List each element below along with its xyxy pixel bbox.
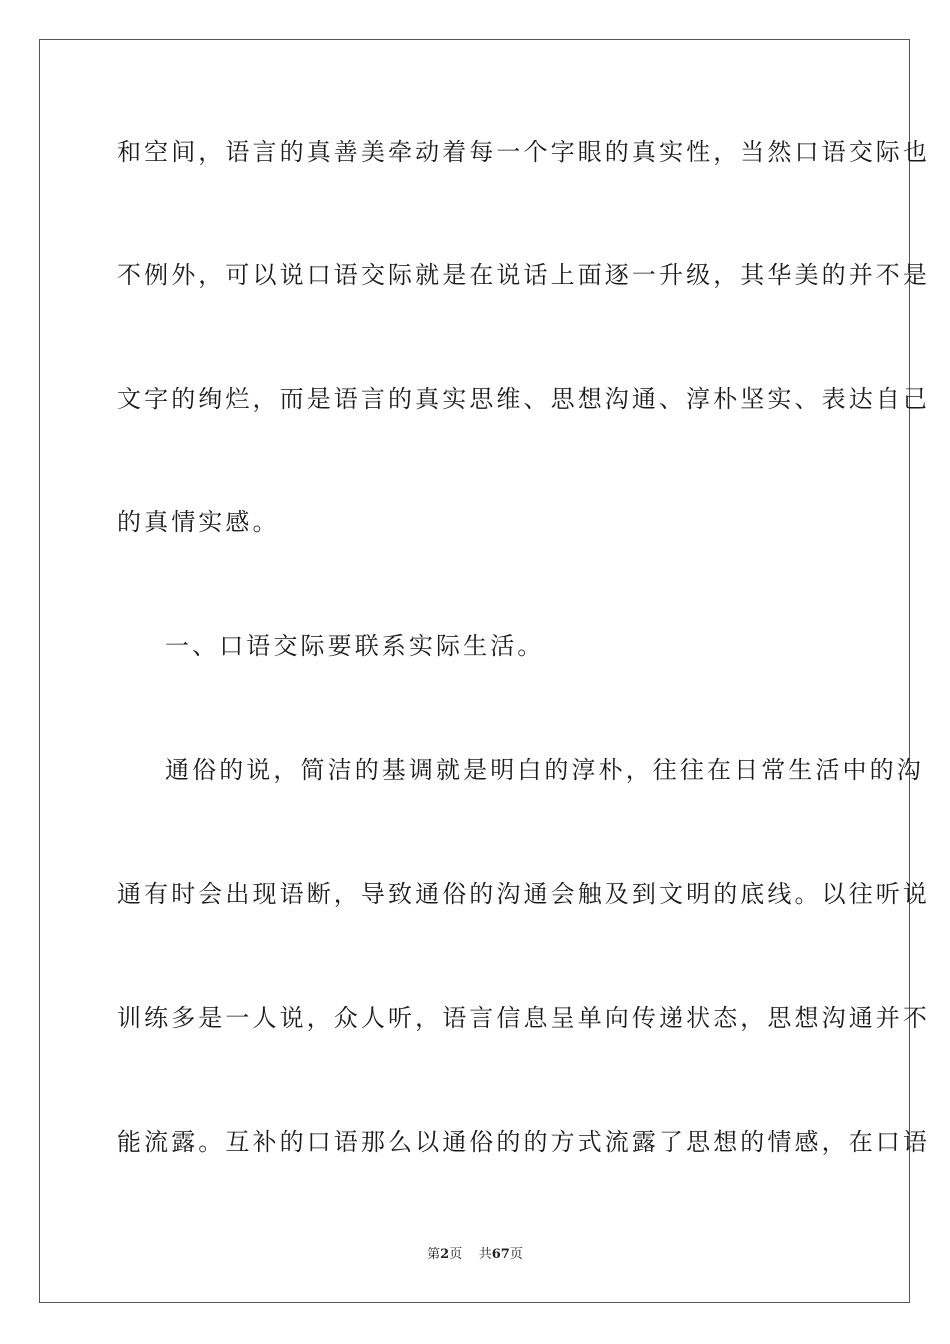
body-line-2: 不例外，可以说口语交际就是在说话上面逐一升级，其华美的并不是 <box>117 261 930 289</box>
page-border <box>39 39 910 1303</box>
body-line-3: 文字的绚烂，而是语言的真实思维、思想沟通、淳朴坚实、表达自己 <box>117 385 930 413</box>
body-line-1: 和空间，语言的真善美牵动着每一个字眼的真实性，当然口语交际也 <box>117 138 930 166</box>
page-footer <box>0 1246 950 1264</box>
section-heading: 一、口语交际要联系实际生活。 <box>165 632 545 660</box>
page-suffix: 页 <box>449 1247 463 1262</box>
body-line-7: 通有时会出现语断，导致通俗的沟通会触及到文明的底线。以往听说 <box>117 880 930 908</box>
page-prefix: 第 <box>427 1247 441 1262</box>
total-suffix: 页 <box>509 1247 523 1262</box>
body-line-9: 能流露。互补的口语那么以通俗的的方式流露了思想的情感，在口语 <box>117 1128 930 1156</box>
body-line-4: 的真情实感。 <box>117 508 280 536</box>
total-prefix: 共 <box>478 1247 492 1262</box>
total-pages: 67 <box>491 1247 510 1262</box>
body-line-6: 通俗的说，简洁的基调就是明白的淳朴，往往在日常生活中的沟 <box>165 756 924 784</box>
body-line-8: 训练多是一人说，众人听，语言信息呈单向传递状态，思想沟通并不 <box>117 1004 930 1032</box>
page-number: 2 <box>440 1247 450 1262</box>
